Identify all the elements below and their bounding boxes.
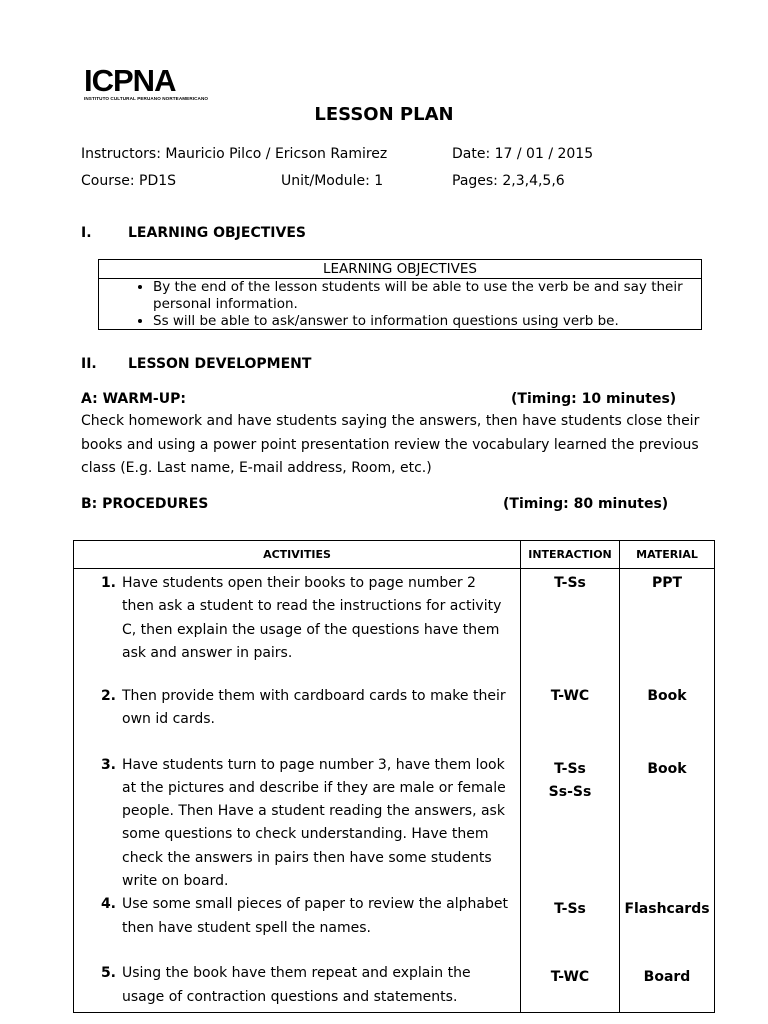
table-row — [74, 569, 715, 685]
procedures-timing: (Timing: 80 minutes) — [503, 496, 669, 512]
column-header-material: MATERIAL — [620, 541, 715, 569]
material-value: Flashcards — [624, 901, 710, 918]
date-text: Date: 17 / 01 / 2015 — [452, 146, 594, 162]
activity-text: Have students turn to page number 3, have them look at the pictures and describe if they are male or female people. Then Have a student reading the answers, ask some questions to check understanding. Have them check the answers in pairs then have some students write on board. — [122, 756, 506, 889]
unit-text: Unit/Module: 1 — [281, 173, 384, 189]
activity-number: 1. — [100, 575, 116, 591]
interaction-value: T-Ss — [554, 575, 586, 591]
activity-text: Then provide them with cardboard cards to make their own id cards. — [122, 687, 506, 727]
material-value: Book — [647, 687, 687, 704]
material-value: Book — [647, 760, 687, 777]
section2-heading: LESSON DEVELOPMENT — [128, 356, 312, 372]
table-row — [74, 893, 715, 962]
learning-objectives-box-title: LEARNING OBJECTIVES — [99, 260, 701, 279]
table-row — [74, 754, 715, 894]
activity-number: 3. — [100, 756, 116, 773]
objective-item: • By the end of the lesson students will be able to use the verb be and say their personal information. — [153, 279, 701, 313]
procedures-heading: B: PROCEDURES — [81, 496, 209, 512]
warmup-heading: A: WARM-UP: — [81, 391, 186, 407]
learning-objectives-box — [98, 259, 702, 330]
activity-number: 4. — [100, 896, 116, 913]
material-value: Board — [643, 969, 691, 986]
objectives-list — [99, 279, 701, 330]
interaction-value: T-Ss — [554, 901, 586, 918]
table-header-row — [74, 541, 715, 569]
activity-number: 2. — [100, 687, 116, 704]
pages-text: Pages: 2,3,4,5,6 — [452, 173, 565, 189]
logo-subtitle: INSTITUTO CULTURAL PERUANO NORTEAMERICANO — [84, 96, 209, 101]
activity-text: Using the book have them repeat and explain the usage of contraction questions and statements. — [122, 965, 471, 1005]
interaction-value-secondary: Ss-Ss — [548, 783, 592, 800]
icpna-logo — [84, 63, 214, 106]
activity-text: Have students open their books to page number 2 then ask a student to read the instructions for activity C, then explain the usage of the questions have them ask and answer in pairs. — [122, 575, 502, 661]
material-value: PPT — [651, 575, 683, 591]
column-header-activities: ACTIVITIES — [74, 541, 521, 569]
section1-heading: LEARNING OBJECTIVES — [128, 225, 306, 241]
interaction-value: T-Ss — [554, 760, 586, 777]
warmup-text: Check homework and have students saying the answers, then have students close their books and using a power point presentation review the vocabulary learned the previous class (E.g. Last name, E-mail address, Room, etc.) — [81, 413, 700, 476]
interaction-value: T-WC — [550, 969, 590, 986]
activity-number: 5. — [100, 965, 116, 982]
warmup-timing: (Timing: 10 minutes) — [511, 391, 677, 407]
column-header-interaction: INTERACTION — [521, 541, 620, 569]
section2-number: II. — [81, 356, 97, 372]
activities-table — [73, 540, 715, 1013]
activity-text: Use some small pieces of paper to review the alphabet then have student spell the names. — [122, 896, 508, 936]
interaction-value: T-WC — [550, 687, 590, 704]
table-row — [74, 685, 715, 754]
instructors-text: Instructors: Mauricio Pilco / Ericson Ramirez — [81, 146, 388, 162]
logo-wordmark: ICPNA — [84, 63, 176, 98]
page-title: LESSON PLAN — [314, 104, 454, 125]
course-text: Course: PD1S — [81, 173, 177, 189]
objective-item: • Ss will be able to ask/answer to information questions using verb be. — [153, 313, 701, 330]
table-row — [74, 962, 715, 1012]
section1-number: I. — [81, 225, 92, 241]
